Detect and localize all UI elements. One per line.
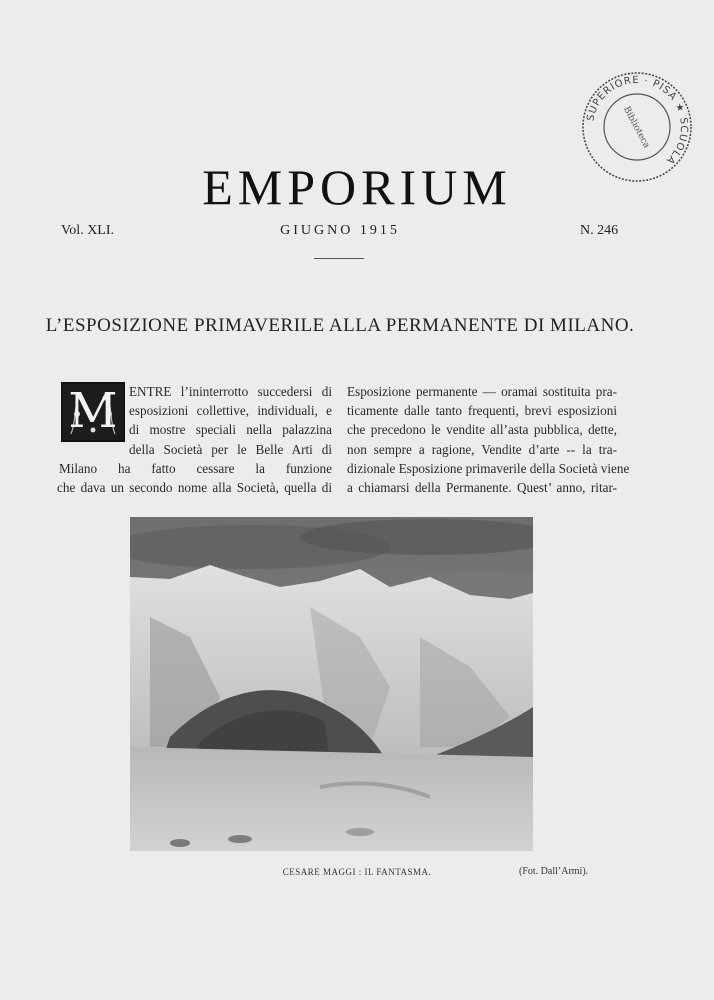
text-line: Esposizione permanente — oramai sostituita pra- xyxy=(347,384,617,399)
stamp-inner-text: Biblioteca xyxy=(620,104,652,151)
photo-credit: (Fot. Dall’Armi). xyxy=(519,866,589,877)
text-line: esposizioni collettive, individuali, e xyxy=(129,403,332,419)
article-title: L’ESPOSIZIONE PRIMAVERILE ALLA PERMANENTE DI MILANO. xyxy=(45,315,635,336)
text-line: di mostre speciali nella palazzina xyxy=(129,422,332,438)
text-line: ticamente dalle tanto frequenti, brevi esposizioni xyxy=(347,403,617,419)
figure-caption: CESARE MAGGI : IL FANTASMA. xyxy=(282,867,432,877)
magazine-title: EMPORIUM xyxy=(202,159,512,215)
text-line: a chiamarsi della Permanente. Quest’ anno, ritar- xyxy=(347,480,617,496)
text-line: non sempre a ragione, Vendite d’arte -- la tra- xyxy=(347,441,617,457)
text-line: che dava un secondo nome alla Società, quella di xyxy=(57,480,332,496)
stamp-outer-text: SUPERIORE · PISA ★ SCUOLA xyxy=(585,74,690,167)
title-divider xyxy=(314,258,364,259)
issue-date: GIUGNO 1915 xyxy=(280,223,400,238)
text-line: ENTRE l’ininterrotto succedersi di xyxy=(129,384,332,399)
issue-number: N. 246 xyxy=(580,223,619,238)
text-line: della Società per le Belle Arti di xyxy=(129,441,332,457)
text-line: Milano ha fatto cessare la funzione xyxy=(59,460,332,476)
volume-label: Vol. XLI. xyxy=(61,223,115,238)
text-column-right xyxy=(347,382,630,497)
painting-image xyxy=(130,517,533,851)
drop-cap-letter: M xyxy=(68,383,118,440)
text-line: dizionale Esposizione primaverile della Società viene xyxy=(347,460,630,476)
text-column-left xyxy=(59,382,332,497)
text-line: che precedono le vendite all’asta pubblica, dette, xyxy=(347,422,617,438)
drop-cap xyxy=(61,382,125,442)
